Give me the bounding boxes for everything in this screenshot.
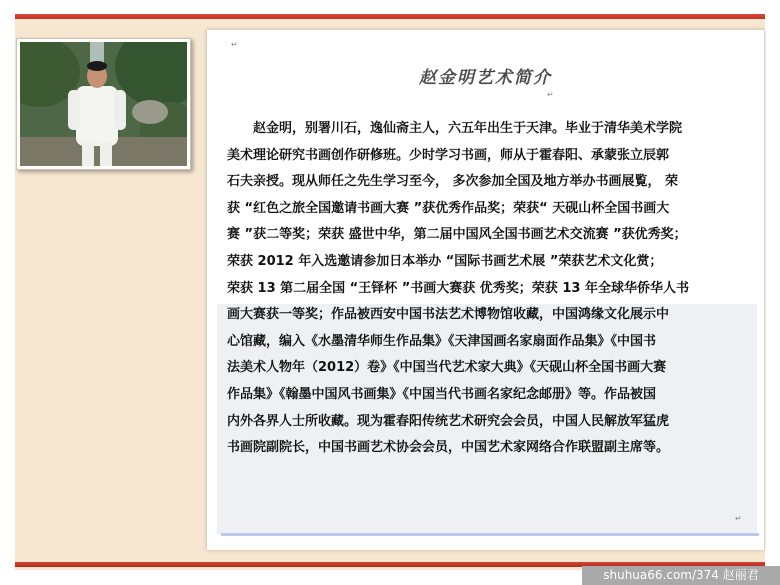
site-watermark: shuhua66.com/374 赵丽君 — [582, 566, 780, 585]
paragraph-mark-icon: ↵ — [547, 90, 554, 99]
text-line: 法美术人物年（2012）卷》《中国当代艺术家大典》《天砚山杯全国书画大赛 — [227, 360, 667, 376]
document-page — [207, 30, 764, 550]
document-title: 赵金明艺术简介 — [419, 68, 552, 88]
text-line: 内外各界人士所收藏。现为霍春阳传统艺术研究会会员，中国人民解放军猛虎 — [227, 413, 670, 429]
portrait-illustration — [20, 42, 187, 166]
text-line: 荣获 13 第二届全国 “王铎杯 ”书画大赛获 优秀奖；荣获 13 年全球华侨华人书 — [227, 280, 689, 296]
text-line: 美术理论研究书画创作研修班。少时学习书画，师从于霍春阳、承蒙张立辰郭 — [227, 147, 670, 163]
portrait-photo — [20, 42, 187, 166]
text-line: 赵金明，别署川石，逸仙斋主人，六五年出生于天津。毕业于清华美术学院 — [253, 121, 683, 136]
paragraph-mark-icon: ↵ — [231, 40, 238, 49]
text-line: 心馆藏，编入《水墨清华师生作品集》《天津国画名家扇面作品集》《中国书 — [227, 333, 657, 349]
paragraph-mark-icon: ↵ — [735, 514, 742, 523]
text-line: 作品集》《翰墨中国风书画集》《中国当代书画名家纪念邮册》等。作品被国 — [227, 386, 657, 402]
text-line: 石夫亲授。现从师任之先生学习至今， 多次参加全国及地方举办书画展覧， 荣 — [227, 174, 679, 190]
portrait-photo-frame — [16, 38, 191, 170]
text-line: 画大赛获一等奖；作品被西安中国书法艺术博物馆收藏，中国鸿缘文化展示中 — [227, 307, 670, 323]
text-line: 书画院副院长，中国书画艺术协会会员，中国艺术家网络合作联盟副主席等。 — [227, 440, 670, 456]
selection-underline — [221, 533, 759, 536]
text-line: 荣获 2012 年入选邀请参加日本举办 “国际书画艺术展 ”荣获艺术文化赏； — [227, 253, 663, 269]
text-line: 获 “红色之旅全国邀请书画大赛 ”获优秀作品奖；荣获“ 天砚山杯全国书画大 — [227, 200, 670, 216]
biography-text — [227, 116, 754, 462]
text-line: 赛 ”获二等奖；荣获 盛世中华，第二届中国风全国书画艺术交流赛 ”获优秀奖； — [227, 227, 687, 243]
top-red-bar — [15, 14, 765, 19]
